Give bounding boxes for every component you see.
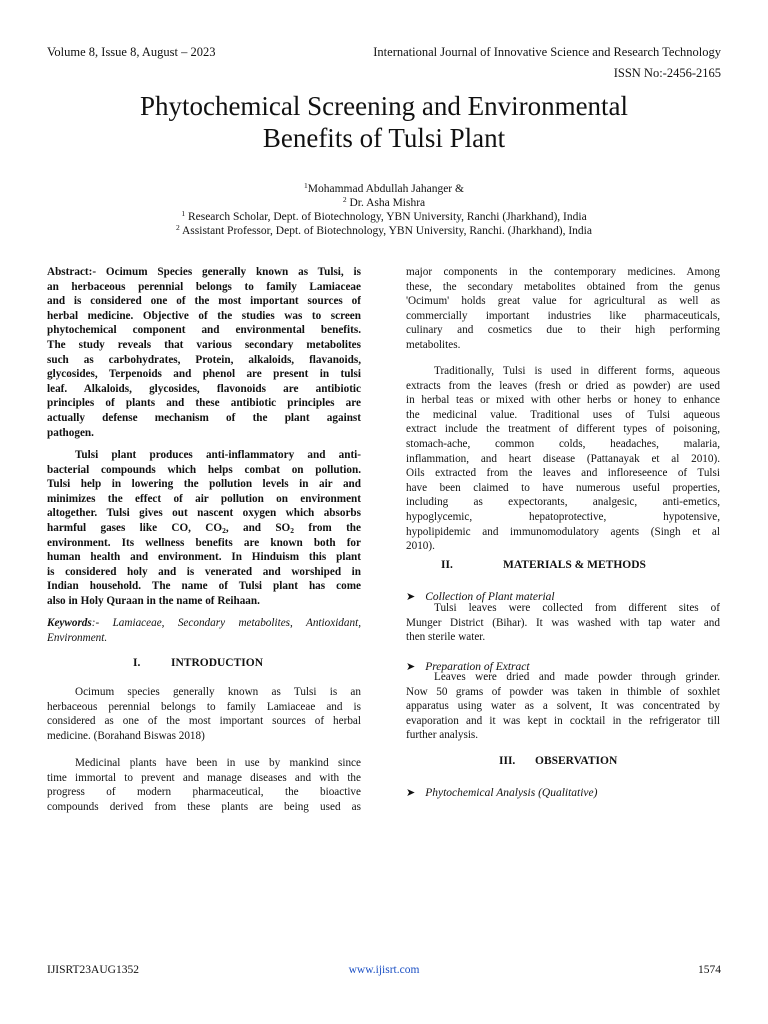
author-2: $^2$ Dr. Asha Mishra (342, 195, 426, 209)
gases-line: harmful gases like CO, $CO_2$, and $SO_2$ from the (47, 521, 361, 535)
article-id: IJISRT23AUG1352 (47, 964, 139, 976)
abstract-paragraph-2: Tulsi plant produces anti-inflammatory and anti- bacterial compounds which helps combat on pollution. Tulsi help in lowering the pollution levels in air and minimizes the effect of air pollution on environment altogether. Tulsi gives out nascent oxygen which absorbs harmful gases like CO, $CO_2$, and $SO_2$ from the environment. Its wellness benefits are known both for human health and environment. In Hinduism this plant is considered holy and is venerated and worshiped in Indian household. The name of Tulsi plant has come also in Holy Quraan in the name of Reihaan. (47, 449, 361, 607)
right-paragraph-2: Traditionally, Tulsi is used in different forms, aqueous extracts from the leaves (fresh or dried as powder) are used in herbal teas or mixed with other herbs or honey to enhance the medicinal value. Traditional uses of Tulsi aqueous extract include the treatment of different types of poisoning, stomach-ache, common colds, headaches, malaria, inflammation, and heart disease (Pattanayak et al 2010). Oils extracted from the leaves and infloreseence of Tulsi have been claimed to have numerous useful properties, including as expectorants, analgesic, anti-emetics, hypoglycemic, hepatoprotective, hypotensive, hypolipidemic and immunomodulatory agents (Singh et al 2010). (406, 365, 720, 553)
journal-volume: Volume 8, Issue 8, August – 2023 (47, 45, 216, 59)
subsection-phytochemical: ➤ Phytochemical Analysis (Qualitative) (406, 787, 598, 799)
journal-name: International Journal of Innovative Science and Research Technology (373, 45, 721, 59)
author-1: $^1$Mohammad Abdullah Jahanger & (304, 181, 464, 195)
arrow-bullet-icon: ➤ (406, 661, 416, 673)
title-line-2: Benefits of Tulsi Plant (262, 123, 506, 153)
affiliation-1: $^1$ Research Scholar, Dept. of Biotechnology, YBN University, Ranchi (Jharkhand), India (181, 209, 587, 223)
keywords: Keywords:- Lamiaceae, Secondary metabolites, Antioxidant, Environment. (47, 617, 361, 644)
arrow-bullet-icon: ➤ (406, 787, 416, 799)
subsection-extract: ➤ Preparation of Extract (406, 661, 530, 673)
abstract: Abstract:- Ocimum Species generally known as Tulsi, is an herbaceous perennial belongs to family Lamiaceae and is considered one of the most important sources of herbal medicine. Objective of the studies was to screen phytochemical component and environmental benefits. The study reveals that various secondary metabolites such as carbohydrates, Protein, alkaloids, flavanoids, glycosides, Terpenoids and phenol are present in tulsi leaf. Alkaloids, glycosides, flavonoids are antibiotic principles of plants and these antibiotic principles are actually defense mechanism of the plant against pathogen. (47, 266, 361, 439)
affiliation-2: $^2$ Assistant Professor, Dept. of Biotechnology, YBN University, Ranchi. (Jharkhand), India (176, 223, 592, 237)
page-number: 1574 (698, 964, 721, 976)
subsection-collection: ➤ Collection of Plant material (406, 591, 555, 603)
arrow-bullet-icon: ➤ (406, 591, 416, 603)
intro-paragraph-2: Medicinal plants have been in use by mankind since time immortal to prevent and manage diseases and with the progress of modern pharmaceutical, the bioactive compounds derived from these plants are being used as (47, 757, 361, 813)
right-paragraph-1: major components in the contemporary medicines. Among these, the secondary metabolites obtained from the genus 'Ocimum' holds great value for agricultural as well as commercially important industries like pharmaceuticals, culinary and cosmetics due to their high performing metabolites. (406, 266, 720, 351)
title-line-1: Phytochemical Screening and Environmental (139, 91, 629, 121)
journal-website-link[interactable]: www.ijisrt.com (348, 964, 420, 976)
paper-title (0, 90, 768, 154)
intro-paragraph-1: Ocimum species generally known as Tulsi is an herbaceous perennial belongs to family Lamiaceae and is considered as one of the most important sources of herbal medicine. (Borahand Biswas 2018) (47, 686, 361, 742)
extract-paragraph: Leaves were dried and made powder through grinder. Now 50 grams of powder was taken in thimble of soxhlet apparatus using water as a solvent, It was concentrated by evaporation and it was kept in cocktail in the refrigerator till further analysis. (406, 671, 720, 742)
collection-paragraph: Tulsi leaves were collected from different sites of Munger District (Bihar). It was washed with tap water and then sterile water. (406, 602, 720, 644)
issn: ISSN No:-2456-2165 (613, 66, 721, 80)
